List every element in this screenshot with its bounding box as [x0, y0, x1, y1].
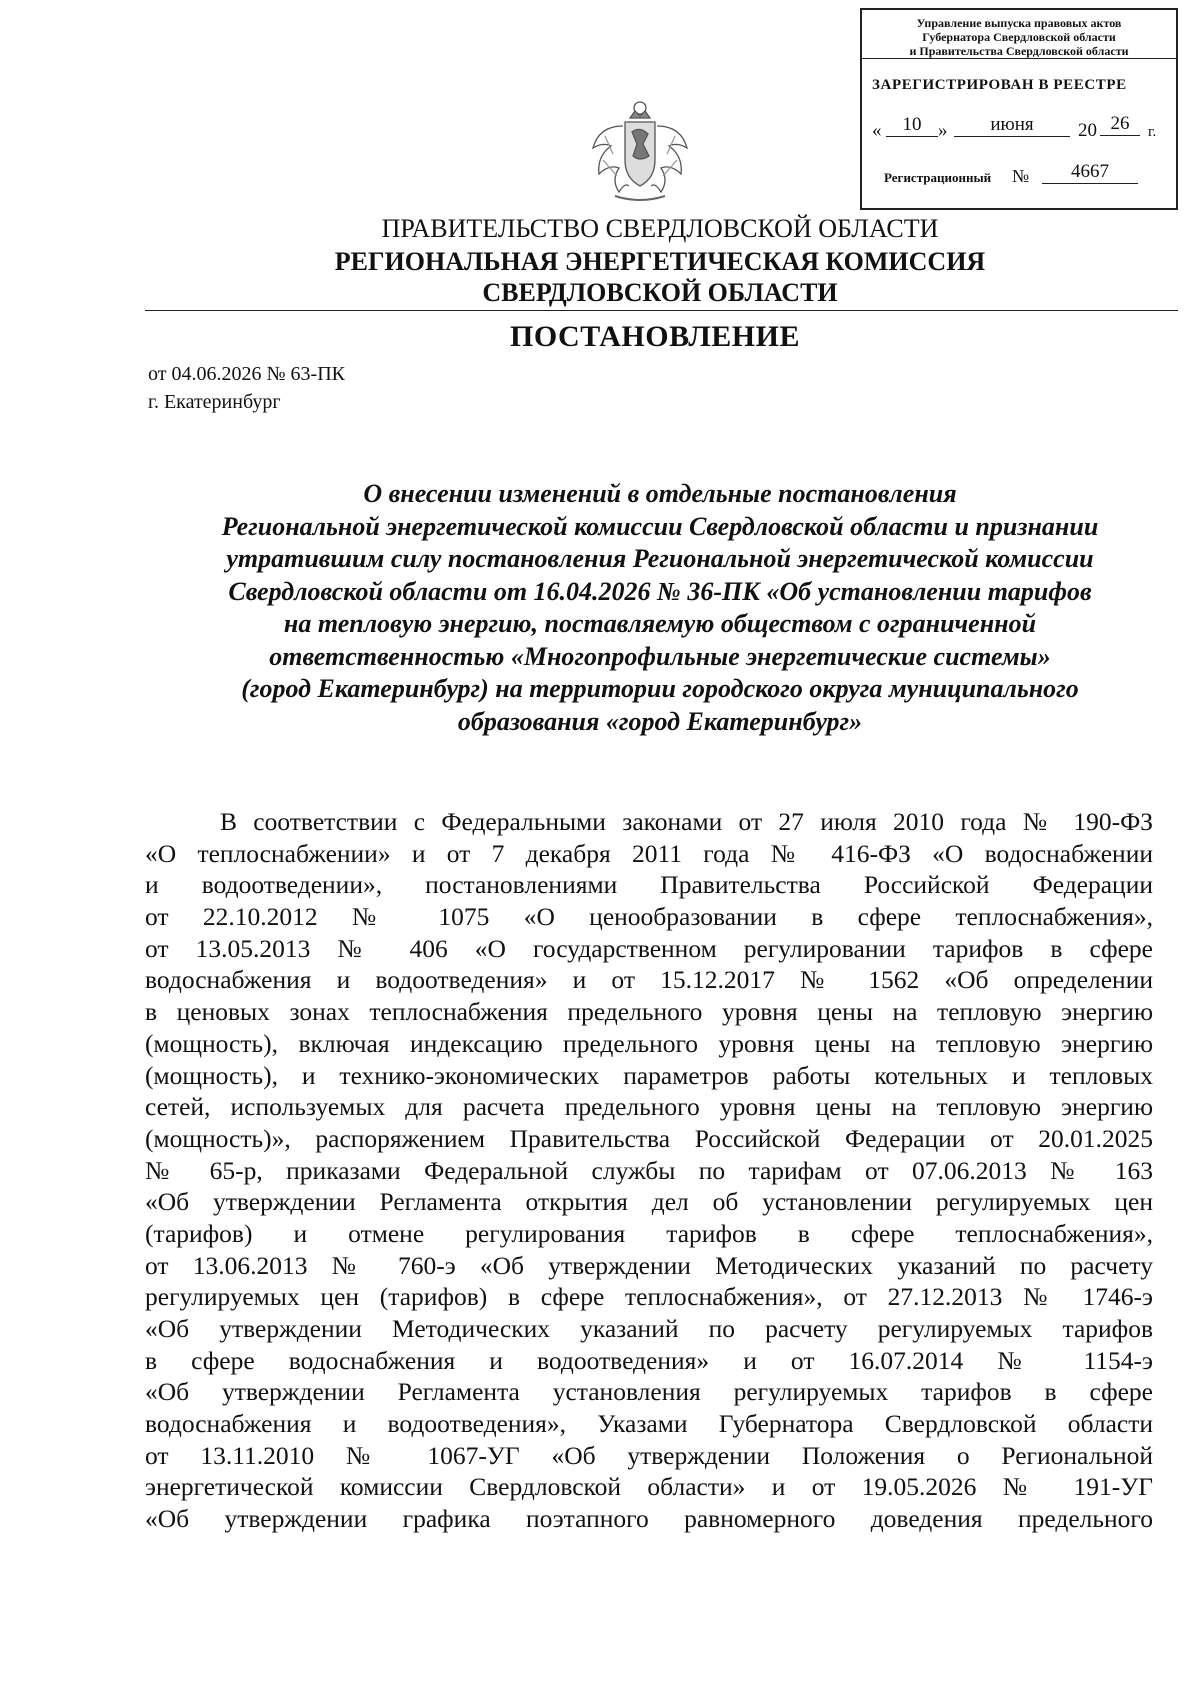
stamp-date-month: июня — [954, 114, 1070, 137]
body-line: В соответствии с Федеральными законами от 27 июля 2010 года № 190-ФЗ — [220, 807, 1153, 836]
body-line: водоснабжения и водоотведения», Указами Губернатора Свердловской области — [145, 1409, 1153, 1439]
document-heading — [100, 478, 1200, 738]
stamp-reg-number-sign: № — [1012, 166, 1030, 186]
document-type-title: ПОСТАНОВЛЕНИЕ — [510, 320, 800, 353]
body-line: от 13.11.2010 № 1067-УГ «Об утверждении Положения о Региональной — [145, 1440, 1153, 1470]
body-line: сетей, используемых для расчета предельного уровня цены на тепловую энергию — [145, 1092, 1153, 1122]
body-line: в ценовых зонах теплоснабжения предельного уровня цены на тепловую энергию — [145, 997, 1153, 1027]
stamp-header-line: и Правительства Свердловской области — [909, 44, 1129, 58]
body-line: (тарифов) и отмене регулирования тарифов в сфере теплоснабжения», — [145, 1218, 1153, 1248]
heading-line: образования «город Екатеринбург» — [457, 706, 863, 736]
stamp-reg-number — [884, 161, 1154, 196]
body-line: «Об утверждении Методических указаний по расчету регулируемых тарифов — [145, 1314, 1153, 1343]
heading-line: Свердловской области от 16.04.2026 № 36-ПК «Об установлении тарифов — [228, 576, 1092, 606]
stamp-reg-number-label: Регистрационный — [884, 170, 992, 185]
body-line: (мощность)», распоряжением Правительства Российской Федерации от 20.01.2025 — [145, 1123, 1153, 1153]
stamp-header — [862, 10, 1176, 59]
body-line: регулируемых цен (тарифов) в сфере теплоснабжения», от 27.12.2013 № 1746-э — [145, 1282, 1153, 1312]
stamp-date-year-suffix: 26 — [1100, 113, 1140, 136]
body-line: «Об утверждении Регламента открытия дел об установлении регулируемых цен — [145, 1187, 1153, 1217]
body-line: (мощность), и технико-экономических параметров работы котельных и тепловых — [145, 1060, 1153, 1090]
heading-line: О внесении изменений в отдельные постановления — [363, 479, 957, 508]
org-name-line2: РЕГИОНАЛЬНАЯ ЭНЕРГЕТИЧЕСКАЯ КОМИССИЯ — [334, 247, 986, 276]
body-line: в сфере водоснабжения и водоотведения» и от 16.07.2014 № 1154-э — [145, 1345, 1153, 1375]
header-divider — [145, 310, 1178, 311]
stamp-header-line: Управление выпуска правовых актов — [916, 16, 1122, 30]
body-line: от 13.05.2013 № 406 «О государственном регулировании тарифов в сфере — [145, 933, 1153, 963]
body-line: «О теплоснабжении» и от 7 декабря 2011 года № 416-ФЗ «О водоснабжении — [145, 838, 1153, 868]
body-line: и водоотведении», постановлениями Правительства Российской Федерации — [145, 870, 1153, 900]
heading-line: утратившим силу постановления Региональной энергетической комиссии — [226, 544, 1094, 573]
stamp-reg-number-value: 4667 — [1042, 161, 1138, 184]
body-line: от 22.10.2012 № 1075 «О ценообразовании в сфере теплоснабжения», — [145, 902, 1153, 932]
registration-stamp — [860, 8, 1178, 210]
stamp-date-close-quote: » — [938, 120, 948, 141]
heading-line: (город Екатеринбург) на территории городского округа муниципального — [241, 674, 1079, 703]
stamp-registered-label: ЗАРЕГИСТРИРОВАН В РЕЕСТРЕ — [872, 77, 1127, 93]
coat-of-arms-emblem — [585, 96, 695, 206]
body-line: (мощность), включая индексацию предельного уровня цены на тепловую энергию — [145, 1028, 1153, 1058]
stamp-date — [872, 113, 1172, 148]
body-line: водоснабжения и водоотведения» и от 15.12.2017 № 1562 «Об определении — [145, 965, 1153, 995]
stamp-header-line: Губернатора Свердловской области — [922, 30, 1116, 44]
stamp-date-year-unit: г. — [1148, 124, 1157, 140]
org-name-line3: СВЕРДЛОВСКОЙ ОБЛАСТИ — [482, 278, 838, 307]
org-name-line1: ПРАВИТЕЛЬСТВО СВЕРДЛОВСКОЙ ОБЛАСТИ — [381, 214, 939, 243]
document-date-number: от 04.06.2026 № 63-ПК — [148, 363, 346, 385]
body-line: «Об утверждении графика поэтапного равномерного доведения предельного — [145, 1504, 1153, 1534]
heading-line: Региональной энергетической комиссии Свердловской области и признании — [221, 511, 1099, 541]
stamp-date-year-prefix: 20 — [1078, 120, 1097, 141]
heading-line: ответственностью «Многопрофильные энергетические системы» — [269, 641, 1051, 671]
document-meta — [148, 360, 345, 416]
document-city: г. Екатеринбург — [148, 391, 281, 413]
body-line: № 65-р, приказами Федеральной службы по тарифам от 07.06.2013 № 163 — [145, 1155, 1153, 1185]
stamp-date-open-quote: « — [872, 120, 882, 141]
stamp-date-day: 10 — [886, 114, 938, 137]
heading-line: на тепловую энергию, поставляемую обществом с ограниченной — [283, 609, 1037, 638]
body-line: от 13.06.2013 № 760-э «Об утверждении Методических указаний по расчету — [145, 1250, 1153, 1280]
body-line: «Об утверждении Регламента установления регулируемых тарифов в сфере — [145, 1377, 1153, 1407]
body-line: энергетической комиссии Свердловской области» и от 19.05.2026 № 191-УГ — [145, 1472, 1153, 1502]
document-body — [145, 806, 1153, 1535]
